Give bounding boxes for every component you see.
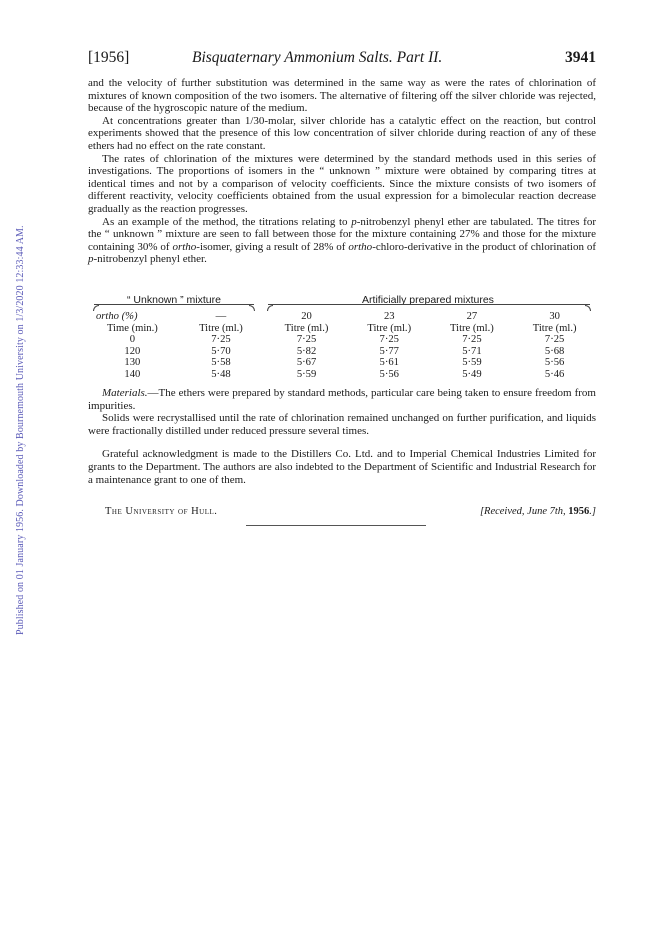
header-year: [1956] (88, 49, 130, 66)
table-cell: 5·61 (379, 357, 399, 368)
paragraph-example (88, 216, 596, 266)
text-run-italic: p (351, 215, 357, 228)
table-cell: 140 (124, 368, 141, 380)
affiliation: The University of Hull. (105, 506, 218, 517)
table-cell: 5·46 (544, 368, 565, 380)
table-cell: — (215, 311, 227, 322)
table-cell: Titre (ml.) (532, 322, 577, 334)
paragraph-solids: Solids were recrystallised until the rate of chlorination remained unchanged on further purification, and liquids were fractionally distilled under reduced pressure several times. (88, 412, 596, 437)
text-run-italic: ortho (348, 240, 373, 253)
table-cell: 5·82 (296, 345, 317, 357)
text-run: -nitrobenzyl phenyl ether. (93, 253, 207, 266)
table-cell: 7·25 (211, 334, 231, 345)
table-cell: 5·71 (462, 345, 482, 357)
table-cell: 5·58 (211, 357, 231, 368)
text-run: As an example of the method, the titrations relating to (102, 215, 352, 228)
table-cell: 5·59 (462, 357, 482, 368)
table-cell: 23 (383, 311, 395, 322)
paragraph-silver-chloride: At concentrations greater than 1/30-molar, silver chloride has a catalytic effect on the reaction, but control experiments showed that the presence of this low concentration of silver chloride during reaction of any of these ethers had no effect on the rate constant. (88, 114, 596, 152)
table-cell: 7·25 (544, 334, 565, 345)
table-row (88, 334, 596, 346)
table-cell: Titre (ml.) (450, 322, 494, 334)
text-run: -chloro-derivative in the product of chlorination of (372, 240, 597, 253)
download-watermark (2, 165, 26, 635)
closing-text (88, 387, 596, 486)
text-run: [Received, June 7th, (479, 506, 569, 517)
table-row (88, 369, 596, 381)
table-cell: 7·25 (462, 334, 482, 345)
paragraph-rates: The rates of chlorination of the mixtures were determined by the standard methods used in this series of investigations. The proportions of isomers in the “ unknown ” mixture were obtained by comparing titres at identical times and not by a comparison of velocity coefficients. Since the mixture consists of two isomers of different reactivity, velocity coefficients obtained from the usual expression for a bimolecular reaction decrease gradually as the reaction progresses. (88, 152, 596, 215)
text-run: -isomer, giving a result of 28% of (196, 240, 349, 253)
materials-heading: Materials. (102, 387, 148, 399)
table-cell: 120 (124, 345, 141, 357)
paragraph-acknowledgment: Grateful acknowledgment is made to the Distillers Co. Ltd. and to Imperial Chemical Industries Limited for grants to the Department. The authors are also indebted to the Department of Scientific and Industrial Research for a maintenance grant to one of them. (88, 448, 596, 486)
table-cell: 5·49 (462, 368, 482, 380)
page-header (88, 49, 596, 69)
group-title-unknown: “ Unknown ” mixture (127, 294, 221, 306)
table-cell: ortho (%) (96, 311, 138, 322)
table-cell: 30 (549, 311, 560, 322)
table-row (88, 346, 596, 358)
table-cell: Titre (ml.) (199, 322, 243, 334)
table-cell: 5·56 (379, 368, 399, 380)
table-cell: 27 (466, 311, 478, 322)
page-number: 3941 (565, 49, 596, 66)
table-cell: 0 (129, 334, 135, 345)
table-cell: 5·77 (379, 345, 399, 357)
text-run: -nitrobenzyl phenyl ether are tabulated. The titres for the “ unknown ” mixture are seen to fall between those for the mixture containing 27% and those for the mixture containing 30% of (88, 215, 596, 253)
table-cell: Time (min.) (106, 322, 158, 334)
text-run: .] (589, 506, 596, 517)
text-run: —The ethers were prepared by standard methods, particular care being taken to ensure freedom from impurities. (88, 387, 596, 412)
table-row-header (88, 323, 596, 335)
download-watermark-text: Published on 01 January 1956. Downloaded by Bournemouth University on 1/3/2020 12:33:44 AM. (15, 225, 26, 635)
table-cell: 5·68 (544, 345, 565, 357)
table-cell: Titre (ml.) (367, 322, 412, 334)
table-cell: 5·70 (211, 345, 231, 357)
table-cell: 5·56 (544, 357, 565, 368)
table-cell: 20 (301, 311, 312, 322)
table-cell: 7·25 (379, 334, 399, 345)
table-row (88, 357, 596, 369)
table-cell: 5·48 (211, 368, 231, 380)
titration-data-table (88, 311, 596, 380)
table-cell: 5·67 (296, 357, 317, 368)
running-title: Bisquaternary Ammonium Salts. Part II. (192, 49, 443, 66)
article-body (88, 77, 596, 266)
table-cell: 5·59 (296, 368, 317, 380)
table-cell: 7·25 (296, 334, 317, 345)
table-row-ortho (88, 311, 596, 323)
received-date (480, 506, 596, 517)
text-run-italic: ortho (172, 240, 197, 253)
paragraph-materials (88, 387, 596, 412)
table-cell: 130 (124, 357, 141, 368)
text-run-italic: p (88, 253, 94, 266)
group-title-artificial: Artificially prepared mixtures (362, 294, 494, 306)
end-rule (246, 525, 426, 526)
table-cell: Titre (ml.) (284, 322, 329, 334)
received-year: 1956 (568, 506, 590, 517)
paragraph-velocity: and the velocity of further substitution was determined in the same way as were the rates of chlorination of mixtures of known composition of the two isomers. The alternative of filtering off the silver chloride was rejected, because of the hygroscopic nature of the medium. (88, 77, 596, 115)
